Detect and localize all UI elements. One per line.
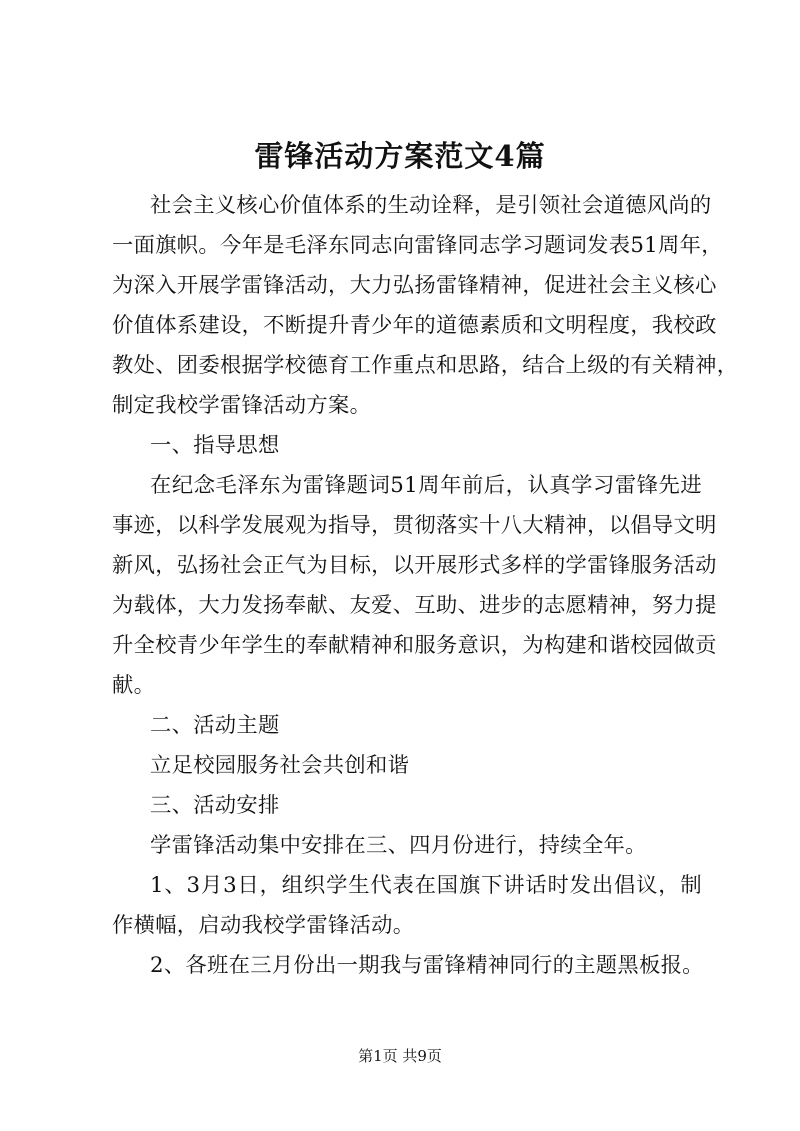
text-line: 为深入开展学雷锋活动，大力弘扬雷锋精神，促进社会主义核心 (112, 273, 717, 298)
text-line: 新风，弘扬社会正气为目标，以开展形式多样的学雷锋服务活动 (112, 553, 717, 578)
section-heading: 三、活动安排 (150, 793, 280, 818)
section-heading: 二、活动主题 (150, 713, 280, 738)
text-line: 升全校青少年学生的奉献精神和服务意识，为构建和谐校园做贡 (112, 633, 717, 658)
document-body (112, 186, 739, 986)
text-line: 为载体，大力发扬奉献、友爱、互助、进步的志愿精神，努力提 (112, 593, 717, 618)
text-line: 价值体系建设，不断提升青少年的道德素质和文明程度，我校政 (112, 313, 717, 338)
text-line: 制定我校学雷锋活动方案。 (112, 393, 372, 418)
text-line: 一面旗帜。今年是毛泽东同志向雷锋同志学习题词发表51周年， (112, 233, 723, 258)
section-heading: 一、指导思想 (150, 433, 280, 458)
text-line: 作横幅，启动我校学雷锋活动。 (112, 913, 415, 938)
text-line: 1、3月3日，组织学生代表在国旗下讲话时发出倡议，制 (150, 873, 702, 898)
document-title: 雷锋活动方案范文4篇 (254, 139, 546, 173)
text-line: 教处、团委根据学校德育工作重点和思路，结合上级的有关精神， (112, 353, 739, 378)
text-line: 立足校园服务社会共创和谐 (150, 753, 410, 778)
text-line: 学雷锋活动集中安排在三、四月份进行，持续全年。 (150, 833, 647, 858)
text-line: 2、各班在三月份出一期我与雷锋精神同行的主题黑板报。 (150, 953, 704, 978)
page-footer: 第1页 共9页 (358, 1047, 442, 1065)
text-line: 献。 (112, 673, 156, 698)
text-line: 事迹，以科学发展观为指导，贯彻落实十八大精神，以倡导文明 (112, 513, 717, 538)
text-line: 在纪念毛泽东为雷锋题词51周年前后，认真学习雷锋先进 (150, 473, 702, 498)
text-line: 社会主义核心价值体系的生动诠释，是引领社会道德风尚的 (150, 193, 712, 218)
